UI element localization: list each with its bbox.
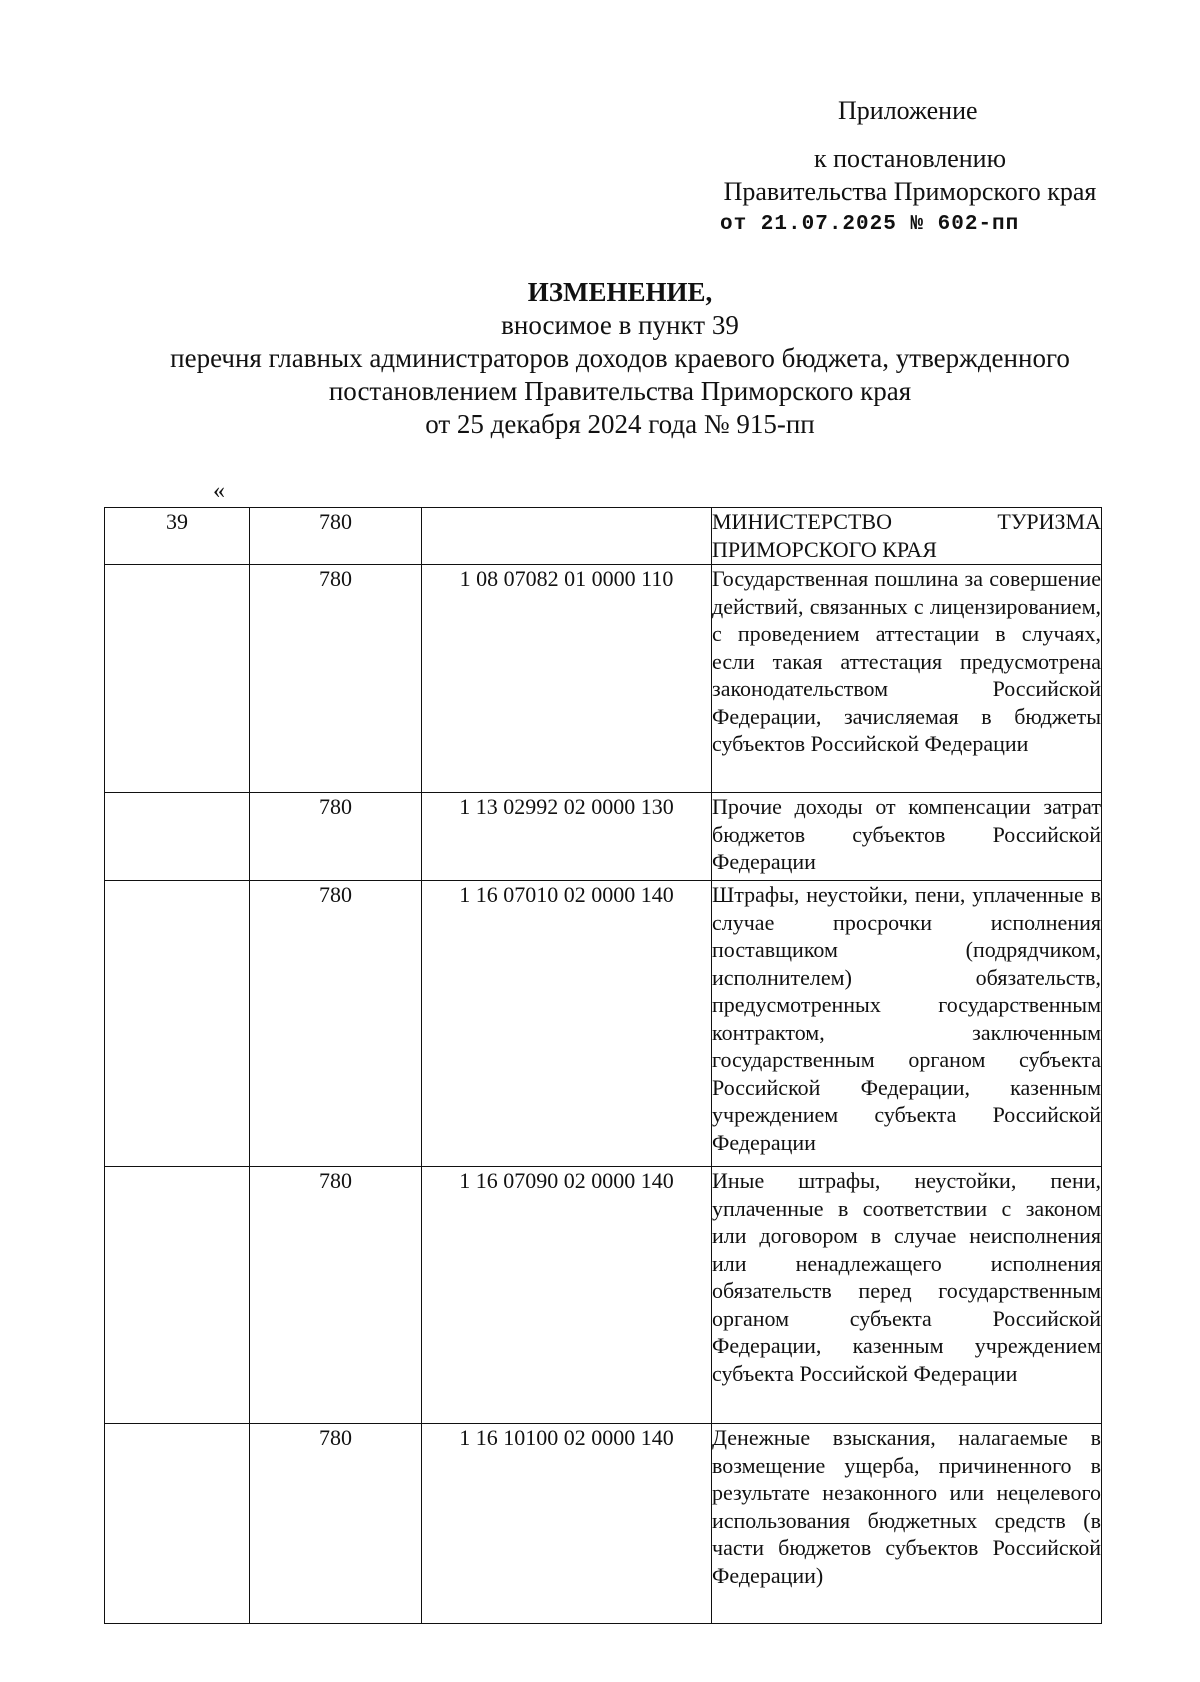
table-row (105, 508, 1102, 565)
title-line-2: вносимое в пункт 39 (501, 310, 739, 340)
row-number-cell (105, 1167, 250, 1424)
title-line-5: от 25 декабря 2024 года № 915-пп (425, 409, 815, 439)
description-cell: Штрафы, неустойки, пени, уплаченные в случае просрочки исполнения поставщиком (подрядчиком, исполнителем) обязательств, предусмотренных государственным контрактом, заключенным государственным органом субъекта Российской Федерации, казенным учреждением субъекта Российской Федерации (712, 881, 1102, 1167)
document-title (100, 276, 1140, 441)
description-cell: Иные штрафы, неустойки, пени, уплаченные в соответствии с законом или договором в случае неисполнения или ненадлежащего исполнения обязательств перед государственным органом субъекта Российской Федерации, казенным учреждением субъекта Российской Федерации (712, 1167, 1102, 1424)
revenue-code-cell: 1 16 07090 02 0000 140 (422, 1167, 712, 1424)
title-line-3: перечня главных администраторов доходов краевого бюджета, утвержденного (170, 343, 1070, 373)
admin-code-cell: 780 (250, 565, 422, 793)
appendix-label: Приложение (838, 96, 978, 125)
table-row (105, 565, 1102, 793)
table-row (105, 1167, 1102, 1424)
description-cell: МИНИСТЕРСТВО ТУРИЗМА ПРИМОРСКОГО КРАЯ (712, 508, 1102, 565)
resolution-header (700, 142, 1120, 241)
row-number-cell (105, 565, 250, 793)
title-line-4: постановлением Правительства Приморского края (328, 376, 912, 406)
description-cell: Денежные взыскания, налагаемые в возмещение ущерба, причиненного в результате незаконного или нецелевого использования бюджетных средств (в части бюджетов субъектов Российской Федерации) (712, 1424, 1102, 1624)
table-row (105, 881, 1102, 1167)
admin-code-cell: 780 (250, 881, 422, 1167)
table-row (105, 1424, 1102, 1624)
revenue-administrators-table (104, 507, 1102, 1624)
row-number-cell: 39 (105, 508, 250, 565)
admin-code-cell: 780 (250, 793, 422, 881)
admin-code-cell: 780 (250, 1424, 422, 1624)
revenue-code-cell (422, 508, 712, 565)
revenue-code-cell: 1 13 02992 02 0000 130 (422, 793, 712, 881)
row-number-cell (105, 1424, 250, 1624)
to-resolution-text: к постановлению (813, 144, 1007, 173)
table-row (105, 793, 1102, 881)
opening-quote-mark: « (213, 478, 225, 504)
admin-code-cell: 780 (250, 1167, 422, 1424)
description-cell: Прочие доходы от компенсации затрат бюджетов субъектов Российской Федерации (712, 793, 1102, 881)
resolution-date-number: от 21.07.2025 № 602-пп (720, 213, 1020, 236)
revenue-code-cell: 1 08 07082 01 0000 110 (422, 565, 712, 793)
revenue-code-cell: 1 16 10100 02 0000 140 (422, 1424, 712, 1624)
row-number-cell (105, 793, 250, 881)
description-cell: Государственная пошлина за совершение действий, связанных с лицензированием, с проведением аттестации в случаях, если такая аттестация предусмотрена законодательством Российской Федерации, зачисляемая в бюджеты субъектов Российской Федерации (712, 565, 1102, 793)
admin-code-cell: 780 (250, 508, 422, 565)
revenue-code-cell: 1 16 07010 02 0000 140 (422, 881, 712, 1167)
row-number-cell (105, 881, 250, 1167)
government-text: Правительства Приморского края (723, 177, 1097, 206)
title-main: ИЗМЕНЕНИЕ, (527, 277, 713, 307)
